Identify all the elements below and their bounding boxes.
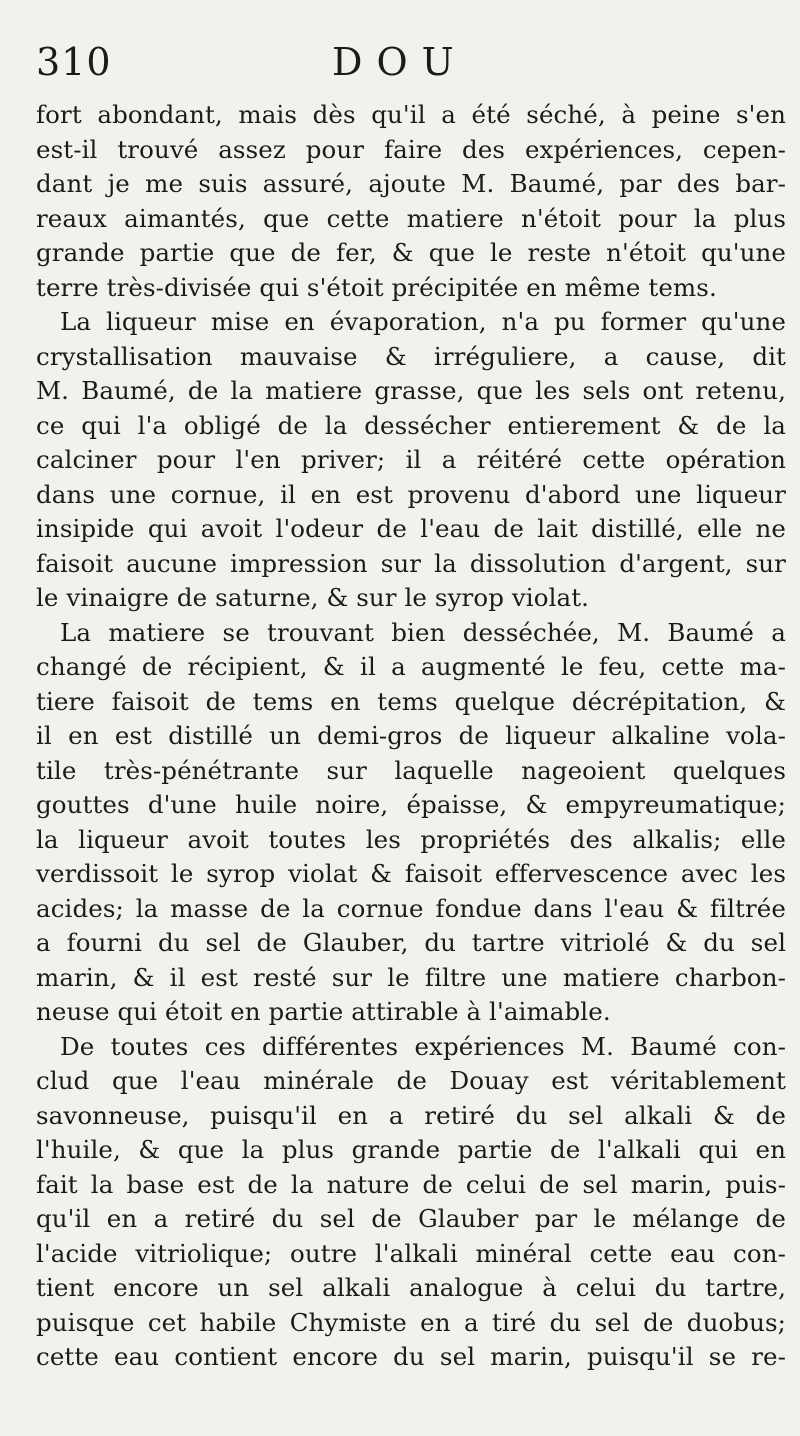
text-line: il en est distillé un demi-gros de liqueur alkaline vola- [36,721,786,750]
text-line: marin, & il est resté sur le filtre une matiere charbon- [36,962,786,992]
text-line: terre très-divisée qui s'étoit précipitée en même tems. [36,272,717,302]
page-header [36,40,786,98]
text-line: clud que l'eau minérale de Douay est véritablement [36,1066,786,1095]
text-line: dant je me suis assuré, ajoute M. Baumé, par des bar- [36,169,786,198]
text-line: la liqueur avoit toutes les propriétés des alkalis; elle [36,824,786,854]
text-line: a fourni du sel de Glauber, du tartre vitriolé & du sel [36,928,786,957]
running-title: DOU [332,40,468,84]
text-line: faisoit aucune impression sur la dissolution d'argent, sur [36,548,786,578]
text-line: puisque cet habile Chymiste en a tiré du sel de duobus; [36,1307,786,1337]
body-text [36,98,786,1375]
text-line: qu'il en a retiré du sel de Glauber par le mélange de [36,1204,786,1233]
text-line: dans une cornue, il en est provenu d'abord une liqueur [36,479,786,509]
text-line: tile très-pénétrante sur laquelle nageoient quelques [36,755,786,785]
text-line: fait la base est de la nature de celui de sel marin, puis- [36,1169,786,1199]
text-line: l'acide vitriolique; outre l'alkali minéral cette eau con- [36,1238,786,1268]
text-line: est-il trouvé assez pour faire des expériences, cepen- [36,134,786,164]
text-line: verdissoit le syrop violat & faisoit effervescence avec les [36,859,786,888]
text-line: crystallisation mauvaise & irréguliere, a cause, dit [36,341,786,371]
text-line: reaux aimantés, que cette matiere n'étoit pour la plus [36,203,786,233]
text-line: La matiere se trouvant bien desséchée, M. Baumé a [60,617,786,647]
text-line: changé de récipient, & il a augmenté le feu, cette ma- [36,652,786,681]
text-line: calciner pour l'en priver; il a réitéré cette opération [36,445,786,474]
text-line: grande partie que de fer, & que le reste n'étoit qu'une [36,238,786,267]
text-line: ce qui l'a obligé de la dessécher entierement & de la [36,410,786,440]
text-line: savonneuse, puisqu'il en a retiré du sel alkali & de [36,1100,786,1130]
text-line: M. Baumé, de la matiere grasse, que les sels ont retenu, [36,376,786,405]
text-line: De toutes ces différentes expériences M. Baumé con- [60,1031,786,1061]
text-line: gouttes d'une huile noire, épaisse, & empyreumatique; [36,790,786,819]
text-line: La liqueur mise en évaporation, n'a pu former qu'une [60,307,786,336]
text-line: neuse qui étoit en partie attirable à l'aimable. [36,997,611,1026]
text-line: insipide qui avoit l'odeur de l'eau de lait distillé, elle ne [36,514,786,543]
text-line: tient encore un sel alkali analogue à celui du tartre, [36,1273,786,1302]
text-line: cette eau contient encore du sel marin, puisqu'il se re- [36,1342,786,1371]
text-line: l'huile, & que la plus grande partie de l'alkali qui en [36,1135,786,1164]
page-number: 310 [36,40,112,84]
text-line: le vinaigre de saturne, & sur le syrop violat. [36,583,590,612]
text-line: tiere faisoit de tems en tems quelque décrépitation, & [36,686,786,716]
text-line: fort abondant, mais dès qu'il a été séché, à peine s'en [36,100,786,129]
text-line: acides; la masse de la cornue fondue dans l'eau & filtrée [36,893,786,923]
